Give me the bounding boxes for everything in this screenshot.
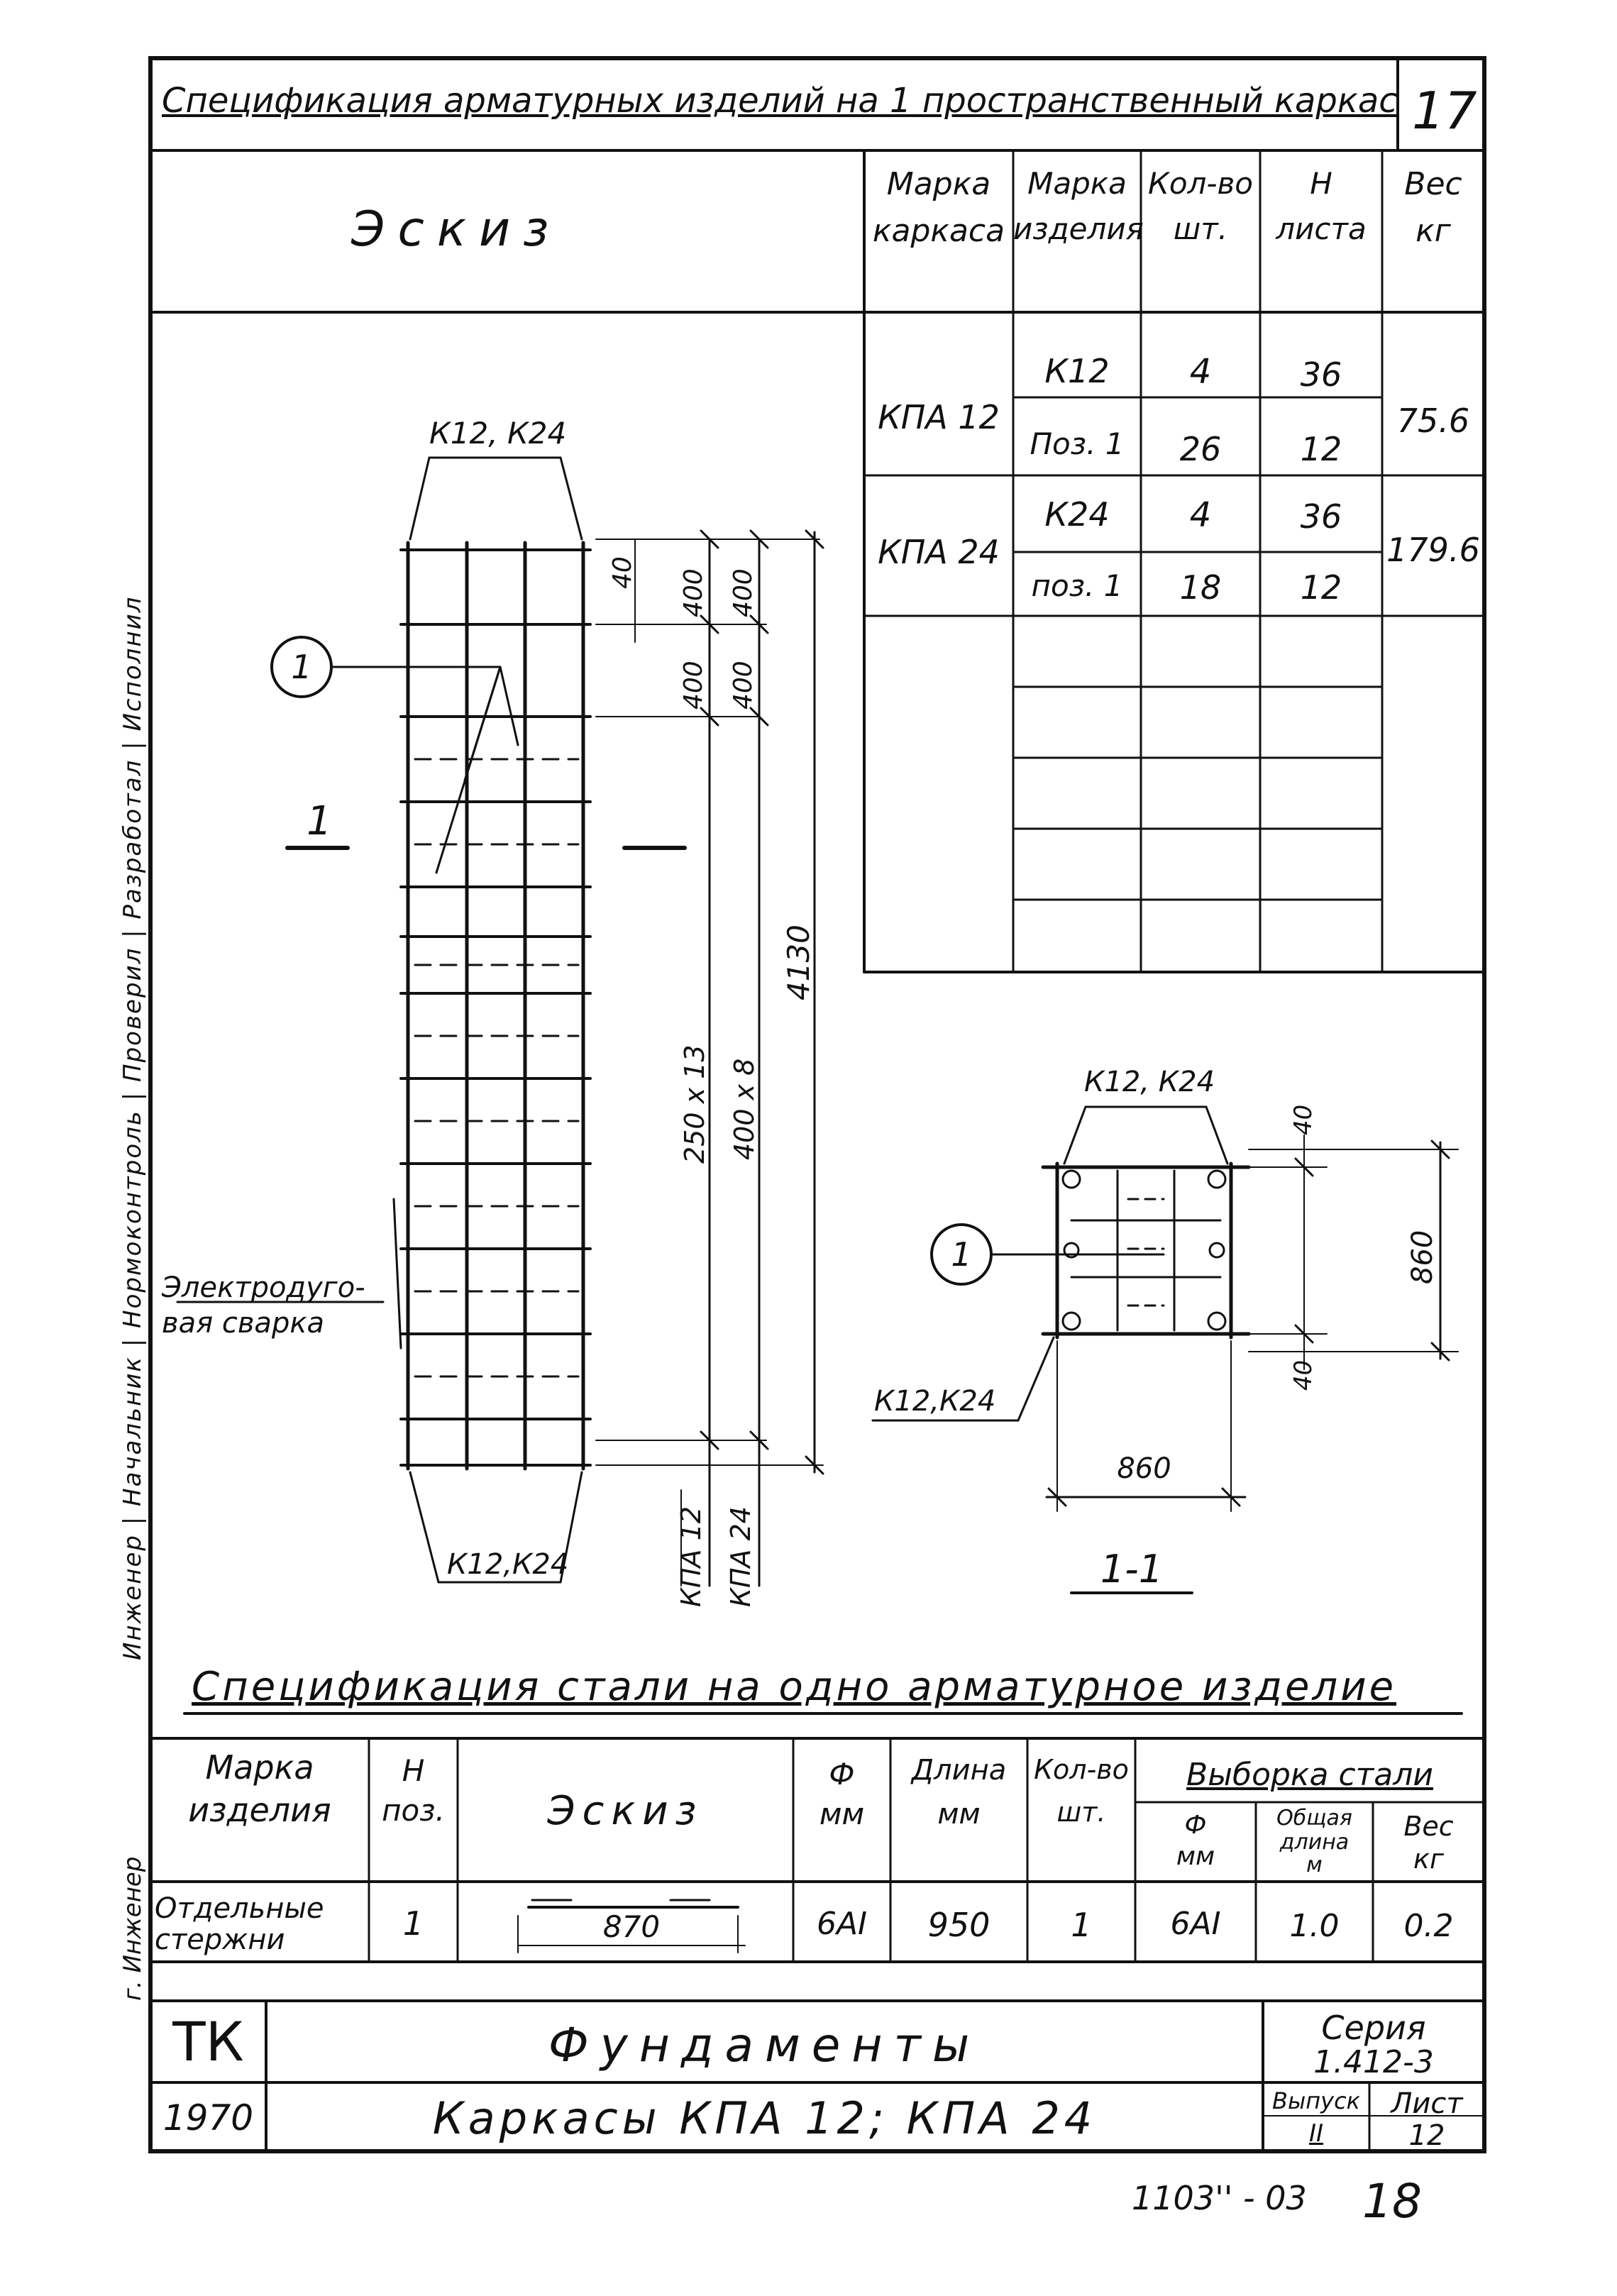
elevation-dim-400-c: 400 [679,661,708,710]
header-item-mark [1013,166,1144,246]
spec-row-1-item-1-mark: К12 [1044,352,1110,390]
section-title: 1-1 [1100,1547,1164,1591]
steel-row-dia: 6АI [816,1906,868,1942]
elevation-bottom-label: К12,К24 [447,1548,569,1581]
spec-row-1-item-2-sheet: 12 [1300,430,1342,468]
spec-row-2-item-2-mark: поз. 1 [1031,568,1123,603]
spec-row-1-item-1-sheet: 36 [1300,355,1342,394]
footer-doc-code: 1103'' - 03 [1132,2179,1307,2217]
section-bottom-label: К12,К24 [874,1385,996,1418]
steel-header-sel-weight-2: кг [1413,1843,1444,1875]
header-frame-mark-2: каркаса [872,213,1005,249]
steel-header-dia-2: мм [819,1796,865,1831]
steel-header-sel-length [1256,1808,1373,1876]
title-block-subtitle: Каркасы КПА 12; КПА 24 [432,2092,1097,2144]
steel-header-item-mark-2: изделия [188,1791,331,1829]
section-dim-860-vertical: 860 [1406,1230,1439,1284]
header-qty-1: Кол-во [1148,166,1253,201]
steel-header-sketch: Эскиз [547,1788,704,1834]
steel-row-mark [155,1894,324,1954]
steel-header-qty [1027,1756,1135,1826]
elevation-top-label: К12, К24 [429,416,567,451]
side-stamp-bottom: г. Инженер [118,1856,147,2001]
steel-header-qty-1: Кол-во [1034,1754,1129,1785]
steel-header-length-1: Длина [911,1754,1007,1787]
footer-page: 18 [1362,2174,1422,2229]
elevation-position-1: 1 [291,648,312,686]
section-dim-40-bottom: 40 [1289,1359,1318,1391]
steel-header-sel-dia-1: Ф [1184,1811,1207,1840]
header-sheet-2: листа [1276,211,1367,246]
sketch-header: Эскиз [351,202,562,258]
title-block-series-value: 1.412-3 [1313,2044,1434,2080]
weld-note-line-1: Электродуго- [162,1271,365,1304]
elevation-dim-400x8: 400 x 8 [729,1058,760,1160]
title-block-issue-label: Выпуск [1272,2087,1360,2114]
elevation-dim-4130: 4130 [781,925,816,1000]
section-top-label: К12, К24 [1084,1066,1215,1098]
steel-header-sel-weight-1: Вес [1403,1811,1454,1842]
header-weight [1382,166,1484,249]
section-position-1: 1 [951,1235,972,1274]
title-block-org: ТК [172,2010,244,2073]
spec-row-2-weight: 179.6 [1386,531,1480,569]
steel-header-item-mark [150,1748,369,1829]
elevation-dim-250x13: 250 x 13 [679,1044,710,1164]
header-frame-mark [864,166,1013,249]
steel-header-item-mark-1: Марка [205,1748,314,1787]
steel-header-sel-length-3: м [1306,1853,1323,1877]
steel-header-sel-dia [1135,1813,1256,1870]
section-dim-40-top: 40 [1289,1104,1318,1135]
title-block-title: Фундаменты [548,2018,981,2073]
elevation-col-kpa24: КПА 24 [725,1506,756,1607]
header-frame-mark-1: Марка [886,166,991,202]
spec-row-1-item-2-qty: 26 [1179,430,1222,468]
steel-header-sel-length-1: Общая [1276,1806,1352,1831]
title-block-sheet-label: Лист [1391,2087,1463,2120]
header-item-mark-1: Марка [1027,166,1127,201]
spec-row-1-frame: КПА 12 [878,398,1000,436]
steel-header-pos-2: поз. [382,1793,445,1828]
steel-header-dia-1: Ф [829,1757,855,1792]
spec-row-1-item-1-qty: 4 [1189,352,1212,392]
steel-spec-title: Спецификация стали на одно арматурное изделие [192,1664,1397,1710]
header-qty-2: шт. [1173,211,1228,246]
spec-row-2-frame: КПА 24 [878,533,1000,571]
elevation-dim-400-d: 400 [729,661,758,710]
steel-header-length-2: мм [937,1798,981,1831]
title-block-year: 1970 [162,2097,254,2138]
spec-row-1-weight: 75.6 [1396,402,1470,440]
weld-note-line-2: вая сварка [162,1307,325,1340]
elevation-dim-400-b: 400 [729,568,758,617]
side-stamp: Инженер | Начальник | Нормоконтроль | Проверил | Разработал | Исполнил [118,595,147,1660]
steel-row-mark-1: Отдельные [155,1892,324,1925]
steel-row-sel-weight: 0.2 [1403,1908,1454,1944]
steel-row-length: 950 [927,1906,990,1944]
section-dim-860-horizontal: 860 [1117,1452,1171,1485]
page-corner-number: 17 [1412,81,1477,140]
spec-row-2-item-1-qty: 4 [1189,495,1212,535]
steel-row-qty: 1 [1071,1906,1092,1944]
spec-row-2-item-1-mark: К24 [1044,495,1110,534]
elevation-dim-400-a: 400 [679,568,708,617]
steel-header-dia [793,1757,890,1831]
steel-header-pos-1: Н [402,1753,425,1788]
elevation-col-kpa12: КПА 12 [675,1506,707,1607]
steel-row-sel-length: 1.0 [1289,1908,1340,1944]
elevation-section-mark: 1 [307,798,332,844]
header-sheet [1260,166,1382,246]
steel-row-sketch-dim: 870 [602,1909,661,1944]
title-block-sheet-value: 12 [1408,2119,1445,2152]
header-weight-1: Вес [1404,166,1462,202]
steel-header-sel-dia-2: мм [1176,1842,1215,1871]
steel-header-selection: Выборка стали [1186,1757,1433,1793]
steel-header-pos [369,1753,458,1828]
steel-header-sel-weight [1373,1811,1484,1875]
title-block-series-label: Серия [1321,2009,1426,2047]
top-spec-title: Спецификация арматурных изделий на 1 пространственный каркас [162,81,1398,121]
header-item-mark-2: изделия [1013,211,1144,246]
steel-header-qty-2: шт. [1056,1796,1106,1828]
header-qty [1141,166,1260,246]
title-block-issue-value: II [1308,2119,1324,2148]
spec-row-2-item-2-qty: 18 [1179,568,1222,607]
spec-row-2-item-2-sheet: 12 [1300,568,1342,607]
steel-row-pos: 1 [402,1904,424,1943]
steel-row-mark-2: стержни [155,1924,285,1956]
header-weight-2: кг [1415,213,1451,249]
spec-row-2-item-1-sheet: 36 [1300,497,1342,536]
steel-row-sel-dia: 6АI [1170,1906,1221,1942]
spec-row-1-item-2-mark: Поз. 1 [1030,426,1125,461]
elevation-dim-40: 40 [608,556,637,589]
steel-header-length [890,1754,1027,1831]
steel-header-sel-length-2: длина [1279,1830,1350,1855]
header-sheet-1: Н [1310,166,1332,201]
